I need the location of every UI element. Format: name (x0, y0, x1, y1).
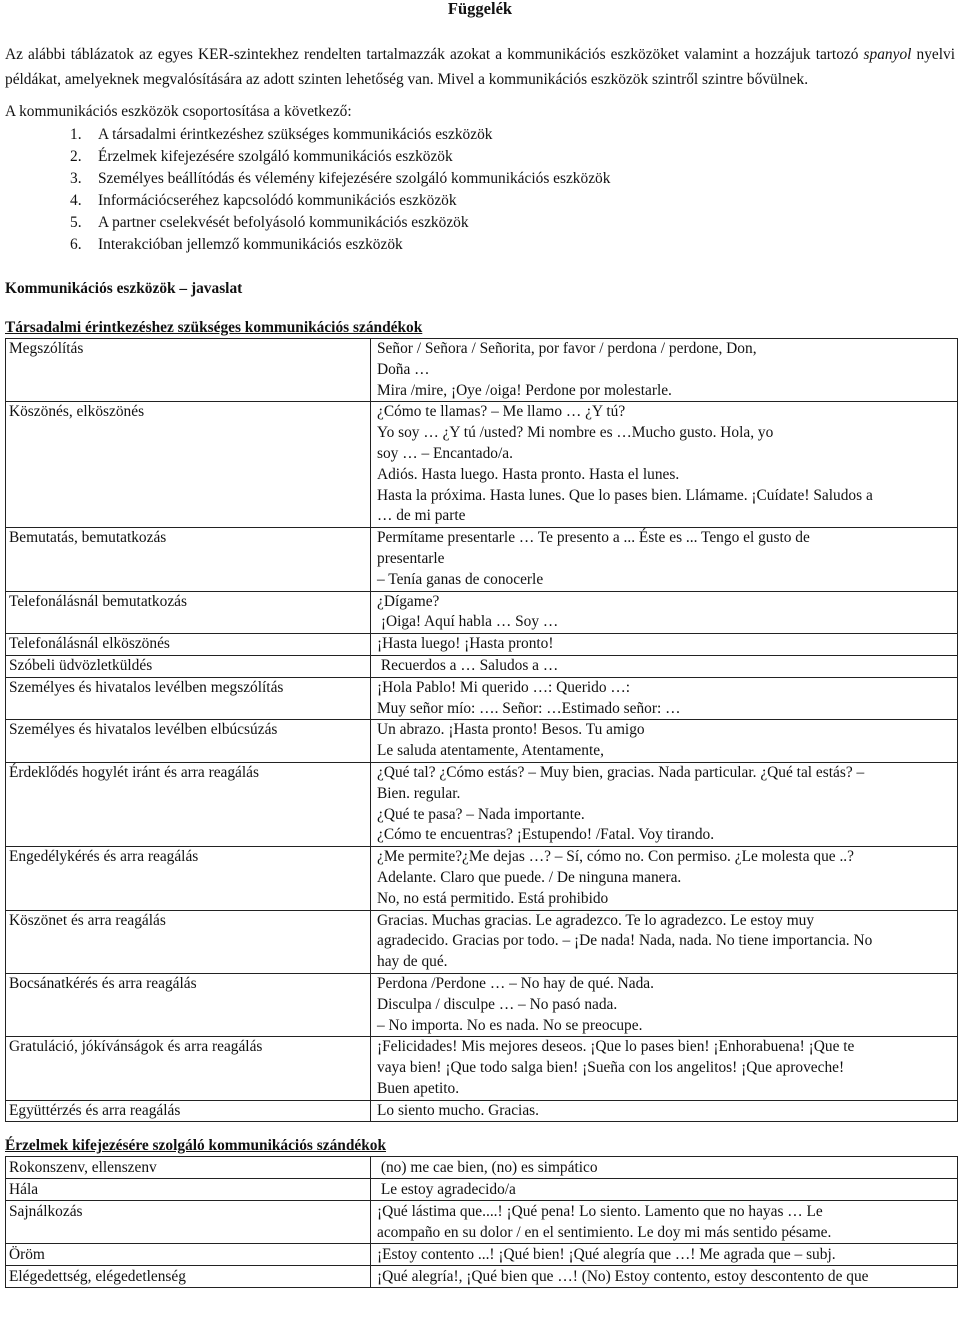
example-line: Adelante. Claro que puede. / De ninguna manera. (377, 868, 682, 886)
intent-label: Telefonálásnál elköszönés (6, 634, 371, 656)
intent-label: Rokonszenv, ellenszenv (6, 1157, 371, 1179)
spanish-examples (371, 1037, 958, 1100)
group-item-number: 5. (70, 214, 82, 231)
social-intents-table (5, 338, 958, 1122)
intent-label: Szóbeli üdvözletküldés (6, 655, 371, 677)
example-line: Señor / Señora / Señorita, por favor / perdona / perdone, Don, (377, 340, 757, 357)
intro-text-part2: nyelvi példákat, amelyeknek megvalósítására az adott szinten lehetőség van. Mivel a kommunikációs eszközök szintről szintre bővülnek. (5, 46, 955, 88)
intent-label: Köszönet és arra reagálás (6, 910, 371, 973)
group-item-number: 4. (70, 192, 82, 209)
spanish-examples (371, 339, 958, 402)
example-line: (no) me cae bien, (no) es simpático (377, 1159, 598, 1177)
spanish-examples (371, 634, 958, 656)
group-item (70, 146, 955, 168)
group-item (70, 234, 955, 256)
example-line: Recuerdos a … Saludos a … (377, 656, 559, 674)
group-item-text: Érzelmek kifejezésére szolgáló kommunikációs eszközök (98, 148, 453, 165)
group-item (70, 212, 955, 234)
table-row (6, 402, 958, 528)
spanish-examples (371, 591, 958, 634)
social-section-title: Társadalmi érintkezéshez szükséges kommunikációs szándékok (5, 319, 423, 336)
intro-text-part1: Az alábbi táblázatok az egyes KER-szintekhez rendelten tartalmazzák azokat a kommunikációs eszközöket valamint a hozzájuk tartozó (5, 46, 864, 63)
example-line: Un abrazo. ¡Hasta pronto! Besos. Tu amigo (377, 721, 645, 739)
example-line: ¡Estoy contento ...! ¡Qué bien! ¡Qué alegría que …! Me agrada que – subj. (377, 1246, 836, 1264)
intent-label: Öröm (6, 1244, 371, 1266)
example-line: Doña … (377, 360, 430, 378)
table-row (6, 1037, 958, 1100)
table-row (6, 847, 958, 910)
spanish-examples (371, 973, 958, 1036)
table-row (6, 677, 958, 720)
example-line: ¿Qué tal? ¿Cómo estás? – Muy bien, gracias. Nada particular. ¿Qué tal estás? – (377, 763, 865, 781)
spanish-examples (371, 528, 958, 591)
example-line: Perdona /Perdone … – No hay de qué. Nada. (377, 974, 654, 992)
example-line: ¡Hola Pablo! Mi querido …: Querido …: (377, 678, 631, 696)
example-line: – No importa. No es nada. No se preocupe. (377, 1016, 643, 1034)
table-row (6, 634, 958, 656)
example-line: ¡Qué alegría!, ¡Qué bien que …! (No) Estoy contento, estoy descontento de que (377, 1268, 869, 1286)
intent-label: Személyes és hivatalos levélben megszólítás (6, 677, 371, 720)
table-row (6, 1201, 958, 1244)
spanish-examples (371, 910, 958, 973)
page-title: Függelék (447, 0, 513, 18)
groups-heading: A kommunikációs eszközök csoportosítása a következő: (5, 103, 352, 120)
emotion-intents-table (5, 1156, 958, 1288)
intent-label: Köszönés, elköszönés (6, 402, 371, 528)
spanish-examples (371, 762, 958, 846)
example-line: … de mi parte (377, 507, 466, 525)
table-row (6, 762, 958, 846)
intro-italic-word: spanyol (863, 46, 912, 63)
example-line: Le estoy agradecido/a (377, 1181, 516, 1199)
table-row (6, 1244, 958, 1266)
intent-label: Hála (6, 1179, 371, 1201)
group-item (70, 168, 955, 190)
proposal-title: Kommunikációs eszközök – javaslat (5, 280, 243, 297)
example-line: ¿Qué te pasa? – Nada importante. (377, 805, 585, 823)
example-line: Gracias. Muchas gracias. Le agradezco. Te lo agradezco. Le estoy muy (377, 911, 815, 929)
example-line: ¡Qué lástima que....! ¡Qué pena! Lo siento. Lamento que no hayas … Le (377, 1203, 823, 1221)
spanish-examples (371, 677, 958, 720)
group-item-number: 1. (70, 126, 82, 143)
table-row (6, 528, 958, 591)
spanish-examples (371, 1244, 958, 1266)
example-line: ¿Me permite?¿Me dejas …? – Sí, cómo no. Con permiso. ¿Le molesta que ..? (377, 848, 854, 866)
example-line: ¡Hasta luego! ¡Hasta pronto! (377, 635, 554, 653)
table-row (6, 591, 958, 634)
example-line: Buen apetito. (377, 1079, 460, 1097)
spanish-examples (371, 1266, 958, 1288)
table-row (6, 973, 958, 1036)
intent-label: Együttérzés és arra reagálás (6, 1100, 371, 1122)
example-line: vaya bien! ¡Que todo salga bien! ¡Sueña con los angelitos! ¡Que aproveche! (377, 1059, 845, 1077)
group-item-text: A társadalmi érintkezéshez szükséges kommunikációs eszközök (98, 126, 493, 143)
table-row (6, 655, 958, 677)
spanish-examples (371, 1201, 958, 1244)
example-line: Adiós. Hasta luego. Hasta pronto. Hasta el lunes. (377, 465, 680, 483)
example-line: Muy señor mío: …. Señor: …Estimado señor: … (377, 699, 681, 717)
example-line: ¿Cómo te encuentras? ¡Estupendo! /Fatal. Voy tirando. (377, 826, 715, 844)
intent-label: Bocsánatkérés és arra reagálás (6, 973, 371, 1036)
example-line: Hasta la próxima. Hasta lunes. Que lo pases bien. Llámame. ¡Cuídate! Saludos a (377, 486, 873, 504)
group-item (70, 190, 955, 212)
table-row (6, 1100, 958, 1122)
intent-label: Személyes és hivatalos levélben elbúcsúzás (6, 720, 371, 763)
table-row (6, 1157, 958, 1179)
example-line: ¡Oiga! Aquí habla … Soy … (377, 613, 559, 631)
group-item-text: A partner cselekvését befolyásoló kommunikációs eszközök (98, 214, 469, 231)
example-line: hay de qué. (377, 953, 448, 971)
example-line: No, no está permitido. Está prohibido (377, 889, 609, 907)
example-line: ¡Felicidades! Mis mejores deseos. ¡Que lo pases bien! ¡Enhorabuena! ¡Que te (377, 1038, 855, 1056)
spanish-examples (371, 402, 958, 528)
intent-label: Elégedettség, elégedetlenség (6, 1266, 371, 1288)
intent-label: Engedélykérés és arra reagálás (6, 847, 371, 910)
spanish-examples (371, 1157, 958, 1179)
example-line: agradecido. Gracias por todo. – ¡De nada! Nada, nada. No tiene importancia. No (377, 932, 873, 950)
example-line: Disculpa / disculpe … – No pasó nada. (377, 995, 618, 1013)
intent-label: Bemutatás, bemutatkozás (6, 528, 371, 591)
example-line: Yo soy … ¿Y tú /usted? Mi nombre es …Mucho gusto. Hola, yo (377, 424, 774, 442)
emotion-section-title: Érzelmek kifejezésére szolgáló kommunikációs szándékok (5, 1137, 387, 1155)
example-line: Lo siento mucho. Gracias. (377, 1101, 539, 1119)
group-item-number: 2. (70, 148, 82, 165)
group-item-text: Interakcióban jellemző kommunikációs eszközök (98, 236, 403, 253)
table-row (6, 1266, 958, 1288)
example-line: ¿Dígame? (377, 592, 440, 610)
table-row (6, 720, 958, 763)
spanish-examples (371, 655, 958, 677)
example-line: presentarle (377, 549, 445, 567)
example-line: acompaño en su dolor / en el sentimiento. Le doy mi más sentido pésame. (377, 1224, 832, 1242)
group-item-text: Személyes beállítódás és vélemény kifejezésére szolgáló kommunikációs eszközök (98, 170, 611, 187)
example-line: Permítame presentarle … Te presento a ... Éste es ... Tengo el gusto de (377, 529, 810, 547)
example-line: Le saluda atentamente, Atentamente, (377, 742, 604, 760)
intro-paragraph (5, 42, 955, 92)
spanish-examples (371, 1179, 958, 1201)
intent-label: Sajnálkozás (6, 1201, 371, 1244)
table-row (6, 910, 958, 973)
example-line: Bien. regular. (377, 784, 461, 802)
group-item (70, 124, 955, 146)
intent-label: Telefonálásnál bemutatkozás (6, 591, 371, 634)
example-line: soy … – Encantado/a. (377, 444, 513, 462)
group-item-text: Információcseréhez kapcsolódó kommunikációs eszközök (98, 192, 457, 209)
groups-list (5, 124, 955, 256)
spanish-examples (371, 720, 958, 763)
group-item-number: 6. (70, 236, 82, 253)
group-item-number: 3. (70, 170, 82, 187)
spanish-examples (371, 1100, 958, 1122)
table-row (6, 339, 958, 402)
intent-label: Érdeklődés hogylét iránt és arra reagálás (6, 762, 371, 846)
intent-label: Gratuláció, jókívánságok és arra reagálás (6, 1037, 371, 1100)
table-row (6, 1179, 958, 1201)
example-line: – Tenía ganas de conocerle (377, 570, 544, 588)
spanish-examples (371, 847, 958, 910)
example-line: ¿Cómo te llamas? – Me llamo … ¿Y tú? (377, 403, 626, 421)
intent-label: Megszólítás (6, 339, 371, 402)
example-line: Mira /mire, ¡Oye /oiga! Perdone por molestarle. (377, 381, 672, 399)
